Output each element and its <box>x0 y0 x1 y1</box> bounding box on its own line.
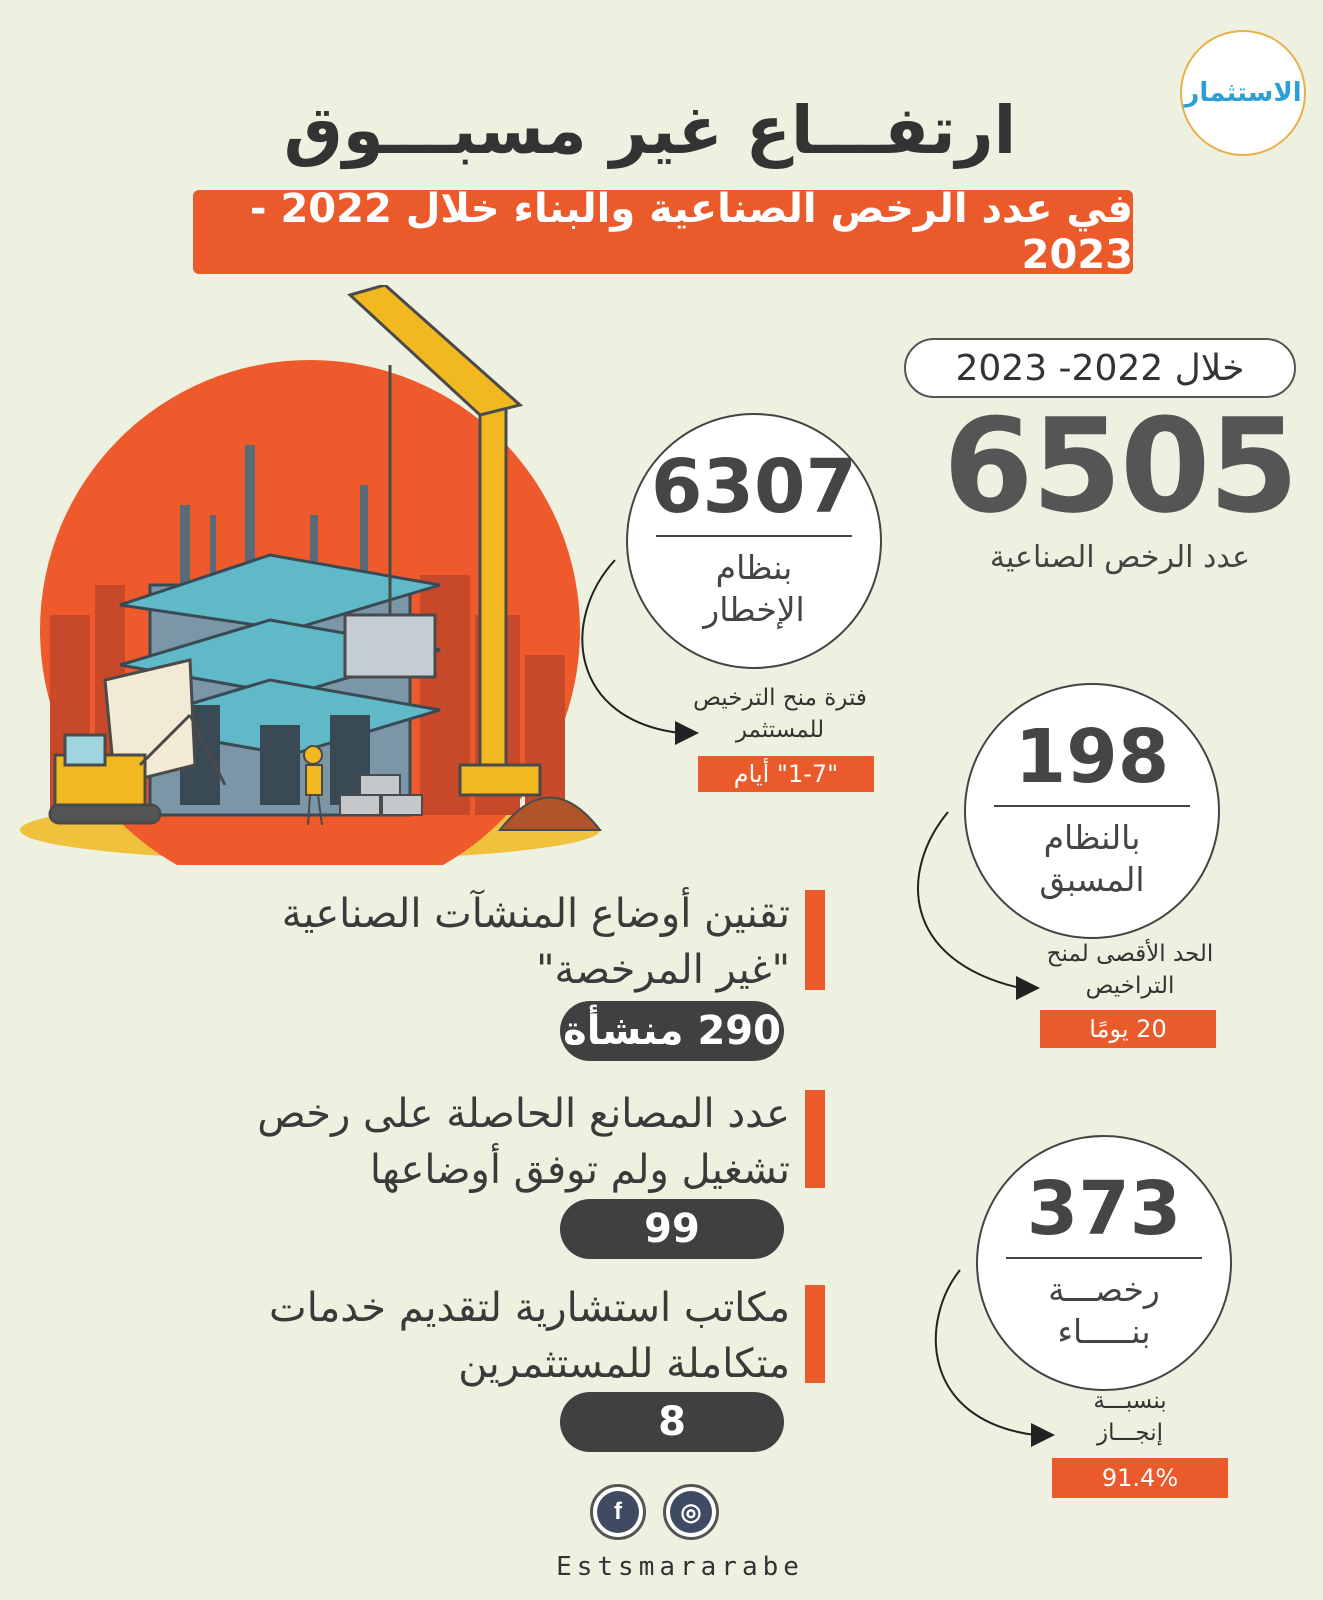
info-line2: متكاملة للمستثمرين <box>458 1341 790 1387</box>
stat-note-3 <box>1050 1385 1210 1449</box>
info-text-1 <box>200 886 790 998</box>
footer-brand: Estsmararabe <box>556 1552 804 1582</box>
subtitle-text: في عدد الرخص الصناعية والبناء خلال 2022 - 2023 <box>249 186 1133 278</box>
stat-label-line2: بنـــــاء <box>1057 1312 1151 1351</box>
info-value-pill-2: 99 <box>560 1199 784 1259</box>
stat-note-1 <box>660 682 900 746</box>
dribbble-link[interactable] <box>663 1484 719 1540</box>
stat-circle-notification <box>626 413 882 669</box>
stat-label-line1: بنظام <box>715 548 793 587</box>
stat-label-line1: بالنظام <box>1043 818 1141 857</box>
note-line2: للمستثمر <box>735 717 825 743</box>
info-value-pill-3: 8 <box>560 1392 784 1452</box>
total-licenses-value: 6505 <box>943 390 1297 542</box>
period-pill: خلال 2022- 2023 <box>904 338 1296 398</box>
stat-label-line2: الإخطار <box>703 590 805 629</box>
stat-box-2: 20 يومًا <box>1040 1010 1216 1048</box>
info-accent-bar-2 <box>805 1090 825 1188</box>
info-text-2 <box>200 1086 790 1198</box>
info-text-3 <box>200 1280 790 1392</box>
stat-divider <box>656 535 852 537</box>
stat-note-2 <box>1010 938 1250 1002</box>
info-line2: "غير المرخصة" <box>536 947 790 993</box>
stat-value: 373 <box>1026 1166 1182 1252</box>
info-value-pill-1: 290 منشأة <box>560 1001 784 1061</box>
note-line2: التراخيص <box>1085 973 1175 999</box>
info-line2: تشغيل ولم توفق أوضاعها <box>369 1147 790 1193</box>
dribbble-icon: ◎ <box>670 1491 712 1533</box>
facebook-link[interactable] <box>590 1484 646 1540</box>
stat-box-3: 91.4% <box>1052 1458 1228 1498</box>
stat-value: 198 <box>1014 714 1170 800</box>
stat-label-line2: المسبق <box>1039 860 1145 899</box>
note-line1: بنسبـــة <box>1093 1388 1167 1414</box>
stat-label-line1: رخصـــة <box>1048 1270 1160 1309</box>
info-line1: تقنين أوضاع المنشآت الصناعية <box>281 891 790 937</box>
info-line1: عدد المصانع الحاصلة على رخص <box>257 1091 790 1137</box>
stat-divider <box>1006 1257 1202 1259</box>
info-accent-bar-3 <box>805 1285 825 1383</box>
note-line1: الحد الأقصى لمنح <box>1046 941 1214 967</box>
total-licenses-label: عدد الرخص الصناعية <box>989 540 1251 575</box>
note-line1: فترة منح الترخيص <box>693 685 867 711</box>
brand-logo-text: الاستثمار <box>1184 78 1302 108</box>
stat-circle-prior <box>964 683 1220 939</box>
note-line2: إنجـــاز <box>1097 1420 1163 1446</box>
facebook-icon: f <box>597 1491 639 1533</box>
stat-circle-building <box>976 1135 1232 1391</box>
info-line1: مكاتب استشارية لتقديم خدمات <box>269 1285 790 1331</box>
stat-divider <box>994 805 1190 807</box>
stat-box-1: "1-7" أيام <box>698 756 874 792</box>
info-accent-bar-1 <box>805 890 825 990</box>
page-title: ارتفـــاع غير مسبـــوق <box>283 92 1017 169</box>
stat-value: 6307 <box>651 444 857 530</box>
